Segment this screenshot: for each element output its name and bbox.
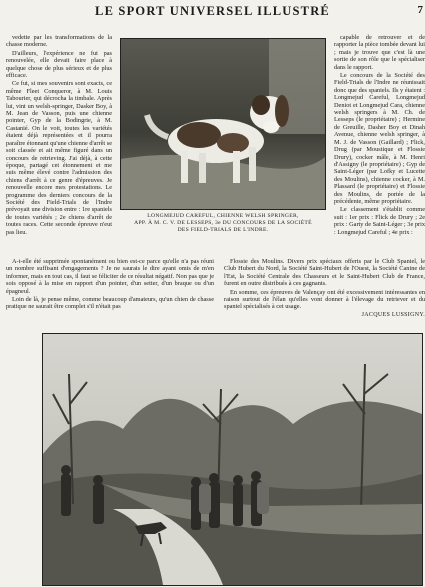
spaniel-photo bbox=[120, 38, 326, 210]
caption-line: APP. À M. C. V. DE LESSEPS, 3e DU CONCOURS DE LA SOCIÉTÉ bbox=[134, 220, 312, 226]
dog-illustration bbox=[121, 39, 325, 209]
caption-line: DES FIELD-TRIALS DE L'INDRE. bbox=[177, 227, 269, 233]
paragraph: Loin de là, je pense même, comme beaucoup d'amateurs, qu'un chien de chasse pratique ne saurait être complet s'il n'était pas bbox=[6, 296, 214, 311]
paragraph: capable de retrouver et de rapporter la pièce tombée devant lui ; mais je trouve que c'est là une sortie de son rôle que le spécialiser dans le rapport. bbox=[334, 34, 425, 71]
paragraph: D'ailleurs, l'expérience ne fut pas renouvelée, elle devait faire place à quelque chose de plus sérieux et de plus efficace. bbox=[6, 49, 112, 80]
photo-caption bbox=[118, 213, 328, 234]
middle-right-column bbox=[224, 258, 425, 318]
paragraph: Ce fut, si mes souvenirs sont exacts, ce même Fleet Conqueror, à M. Louis Tabourier, qui décrocha la timbale. Après lui, vint un welsh-springer, Dasker Boy, à M. Jean de Vasson, puis une chienne pointer, Gyp de la Bodingrie, à M. Castanié. On le voit, toutes les variétés étaient déjà représentées et il pourra paraître étonnant qu'une chienne d'arrêt se soit classée et ait même figuré dans un concours de retrieving. J'ai déjà, à cette époque, partagé cet étonnement et me suis même élevé contre l'admission des chiens d'arrêt à ce genre d'épreuves. Je renouvelle encore mes protestations. Le programme des derniers concours de la Société des Field-Trials de l'Indre prévoyait une division entre : 1re spaniels de toutes variétés ; 2e chiens d'arrêt de toutes races. Cette seconde épreuve n'eut pas lieu. bbox=[6, 80, 112, 236]
field-scene-illustration bbox=[43, 334, 422, 585]
paragraph: Le concours de la Société des Field-Trials de l'Indre ne réunissait donc que des spaniels. Ils y étaient : Longmejud Careful, Longmejud Deniot et Longmejud Cara, chienne welsh springers à M. Ch. de Lesseps (le propriétaire) ; Hermine de Greuille, Dasher Boy et Dinah Avenue, chienne welsh springer, à M. J. de Vasson (Gaillard) ; Flick, Drug (par Moustique et Flossie Drury), cocker mâle, à M. Henri d'Assigny (le propriétaire) ; Gyp de Saint-Léger (par Lofky et Lucette des Moulins), chienne cocker, à M. Plassard (le propriétaire) et Flossie des Moulins, de portée de la précédente, même propriétaire. bbox=[334, 72, 425, 205]
caption-line: LONGMEJUD CAREFUL, CHIENNE WELSH SPRINGER, bbox=[147, 213, 299, 219]
paragraph: vedette par les transformations de la chasse moderne. bbox=[6, 34, 112, 49]
paragraph: En somme, ces épreuves de Valençay ont été excessivement intéressantes en raison surtout de l'élan qu'elles vont donner à l'élevage du retriever et du spaniel spécialisés à cet usage. bbox=[224, 288, 425, 311]
journal-title: LE SPORT UNIVERSEL ILLUSTRÉ bbox=[95, 4, 330, 18]
author-signature: JACQUES LUSSIGNY. bbox=[361, 311, 425, 318]
left-column bbox=[6, 34, 112, 290]
page-number: 7 bbox=[417, 4, 423, 16]
field-trial-photo bbox=[42, 333, 423, 586]
paragraph: Le classement s'établit comme suit : 1er prix : Flick de Drury ; 2e prix : Garty de Saint-Léger ; 3e prix : Longmejud Careful ; 4e prix : bbox=[334, 206, 425, 236]
middle-left-column bbox=[6, 258, 214, 318]
page-header bbox=[0, 4, 425, 20]
paragraph: A-t-elle été supprimée spontanément ou bien est-ce parce qu'elle n'a pas réuni un nombre suffisant d'engagements ? Je ne saurais le dire ayant omis de m'en informer, mais en tout cas, il faut se féliciter de ce résultat négatif. Non pas que je sois opposé à la mise en rapport d'un pointer, d'un setter, d'un braque ou d'un épagneul. bbox=[6, 258, 214, 295]
paragraph: Flossie des Moulins. Divers prix spéciaux offerts par le Club Spaniel, le Club Hubert du Nord, la Société Saint-Hubert de l'Ouest, la Société Canine de l'Est, la Société Centrale des Chasseurs et le Saint-Hubert Club de France, furent en outre distribués à ces gagnants. bbox=[224, 258, 425, 288]
